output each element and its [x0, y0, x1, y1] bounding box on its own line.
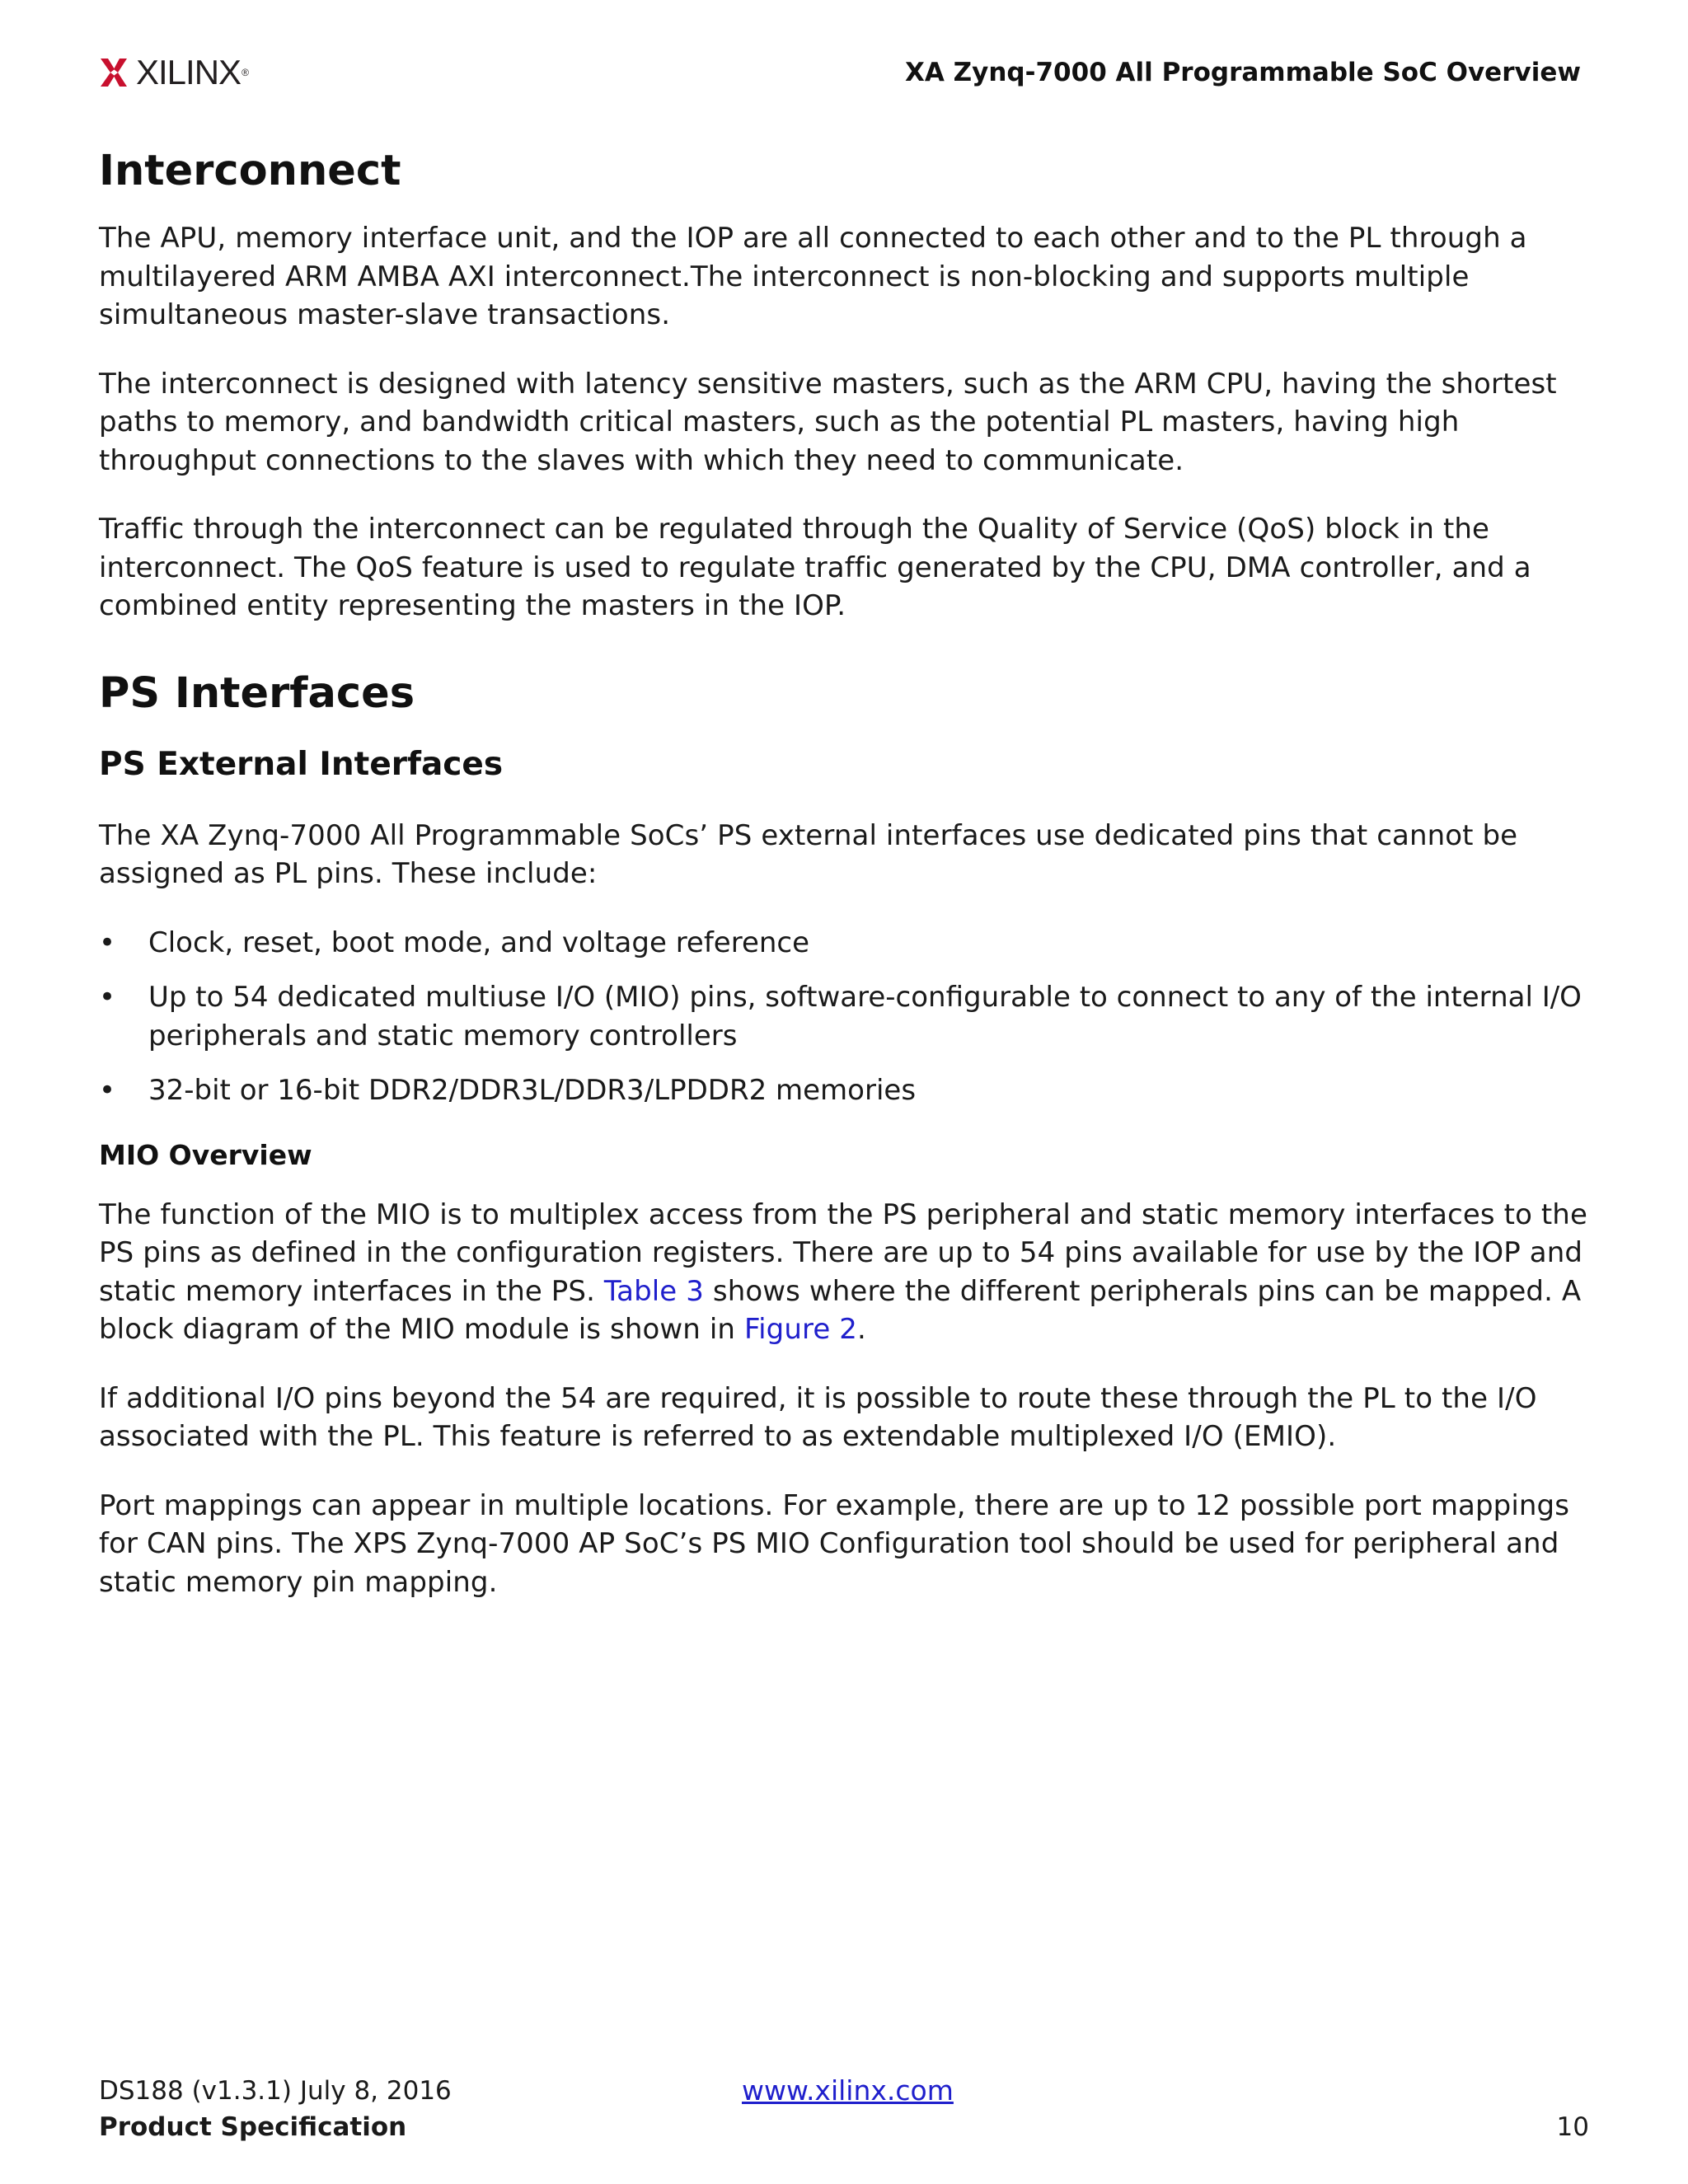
- text-run: .: [857, 1313, 866, 1346]
- bullet-list: [99, 924, 1591, 1110]
- main-content: [99, 144, 1591, 1632]
- section-heading-ps-interfaces: PS Interfaces: [99, 668, 415, 718]
- list-item: • Clock, reset, boot mode, and voltage reference: [99, 924, 1591, 963]
- figure-2-link[interactable]: Figure 2: [743, 1313, 858, 1346]
- xilinx-logo: [98, 54, 248, 91]
- footer-doc-id: DS188 (v1.3.1) July 8, 2016: [99, 2076, 452, 2106]
- paragraph-mio-function: [99, 1196, 1591, 1349]
- logo-registered-mark: ®: [241, 67, 248, 78]
- paragraph: The XA Zynq-7000 All Programmable SoCs’ PS external interfaces use dedicated pins that cannot be assigned as PL pins. These include:: [99, 818, 1518, 890]
- footer-doc-info: [99, 2073, 452, 2145]
- xilinx-logo-icon: [98, 57, 129, 88]
- list-item: • Up to 54 dedicated multiuse I/O (MIO) pins, software-configurable to connect to any of the internal I/O peripherals and static memory controllers: [99, 978, 1591, 1055]
- footer-website-link[interactable]: www.xilinx.com: [742, 2074, 954, 2107]
- paragraph: If additional I/O pins beyond the 54 are required, it is possible to route these through the PL to the I/O associated with the PL. This feature is referred to as extendable multiplexed I/O (EMIO).: [99, 1381, 1537, 1453]
- paragraph: The interconnect is designed with latency sensitive masters, such as the ARM CPU, having the shortest paths to memory, and bandwidth critical masters, such as the potential PL masters, having high throughput connections to the slaves with which they need to communicate.: [99, 367, 1557, 477]
- paragraph: The APU, memory interface unit, and the IOP are all connected to each other and to the PL through a multilayered ARM AMBA AXI interconnect.The interconnect is non-blocking and supports multiple simultaneous master-slave transactions.: [99, 222, 1527, 331]
- subsection-heading-ps-external-interfaces: PS External Interfaces: [99, 745, 504, 783]
- footer-spec-label: Product Specification: [99, 2112, 407, 2142]
- table-3-link[interactable]: Table 3: [603, 1274, 704, 1308]
- section-heading-interconnect: Interconnect: [99, 147, 401, 195]
- page-number: 10: [1556, 2112, 1589, 2142]
- subsubsection-heading-mio-overview: MIO Overview: [99, 1138, 312, 1171]
- logo-wordmark: XILINX®: [136, 53, 248, 91]
- text-run: The function of the MIO is to multiplex access from the PS peripheral and static memory interfaces to the PS pins as defined in the configuration registers. There are up to 54 pins available for use by the IOP and static memory interfaces in the PS.: [99, 1197, 1587, 1308]
- list-item: • 32-bit or 16-bit DDR2/DDR3L/DDR3/LPDDR2 memories: [99, 1071, 1591, 1110]
- text-run: shows where the different peripherals pins can be mapped. A block diagram of the MIO module is shown in: [99, 1274, 1582, 1346]
- document-title: XA Zynq-7000 All Programmable SoC Overview: [904, 58, 1581, 87]
- paragraph: Traffic through the interconnect can be regulated through the Quality of Service (QoS) block in the interconnect. The QoS feature is used to regulate traffic generated by the CPU, DMA controller, and a combined entity representing the masters in the IOP.: [99, 513, 1531, 622]
- paragraph: Port mappings can appear in multiple locations. For example, there are up to 12 possible port mappings for CAN pins. The XPS Zynq-7000 AP SoC’s PS MIO Configuration tool should be used for peripheral and static memory pin mapping.: [99, 1488, 1570, 1599]
